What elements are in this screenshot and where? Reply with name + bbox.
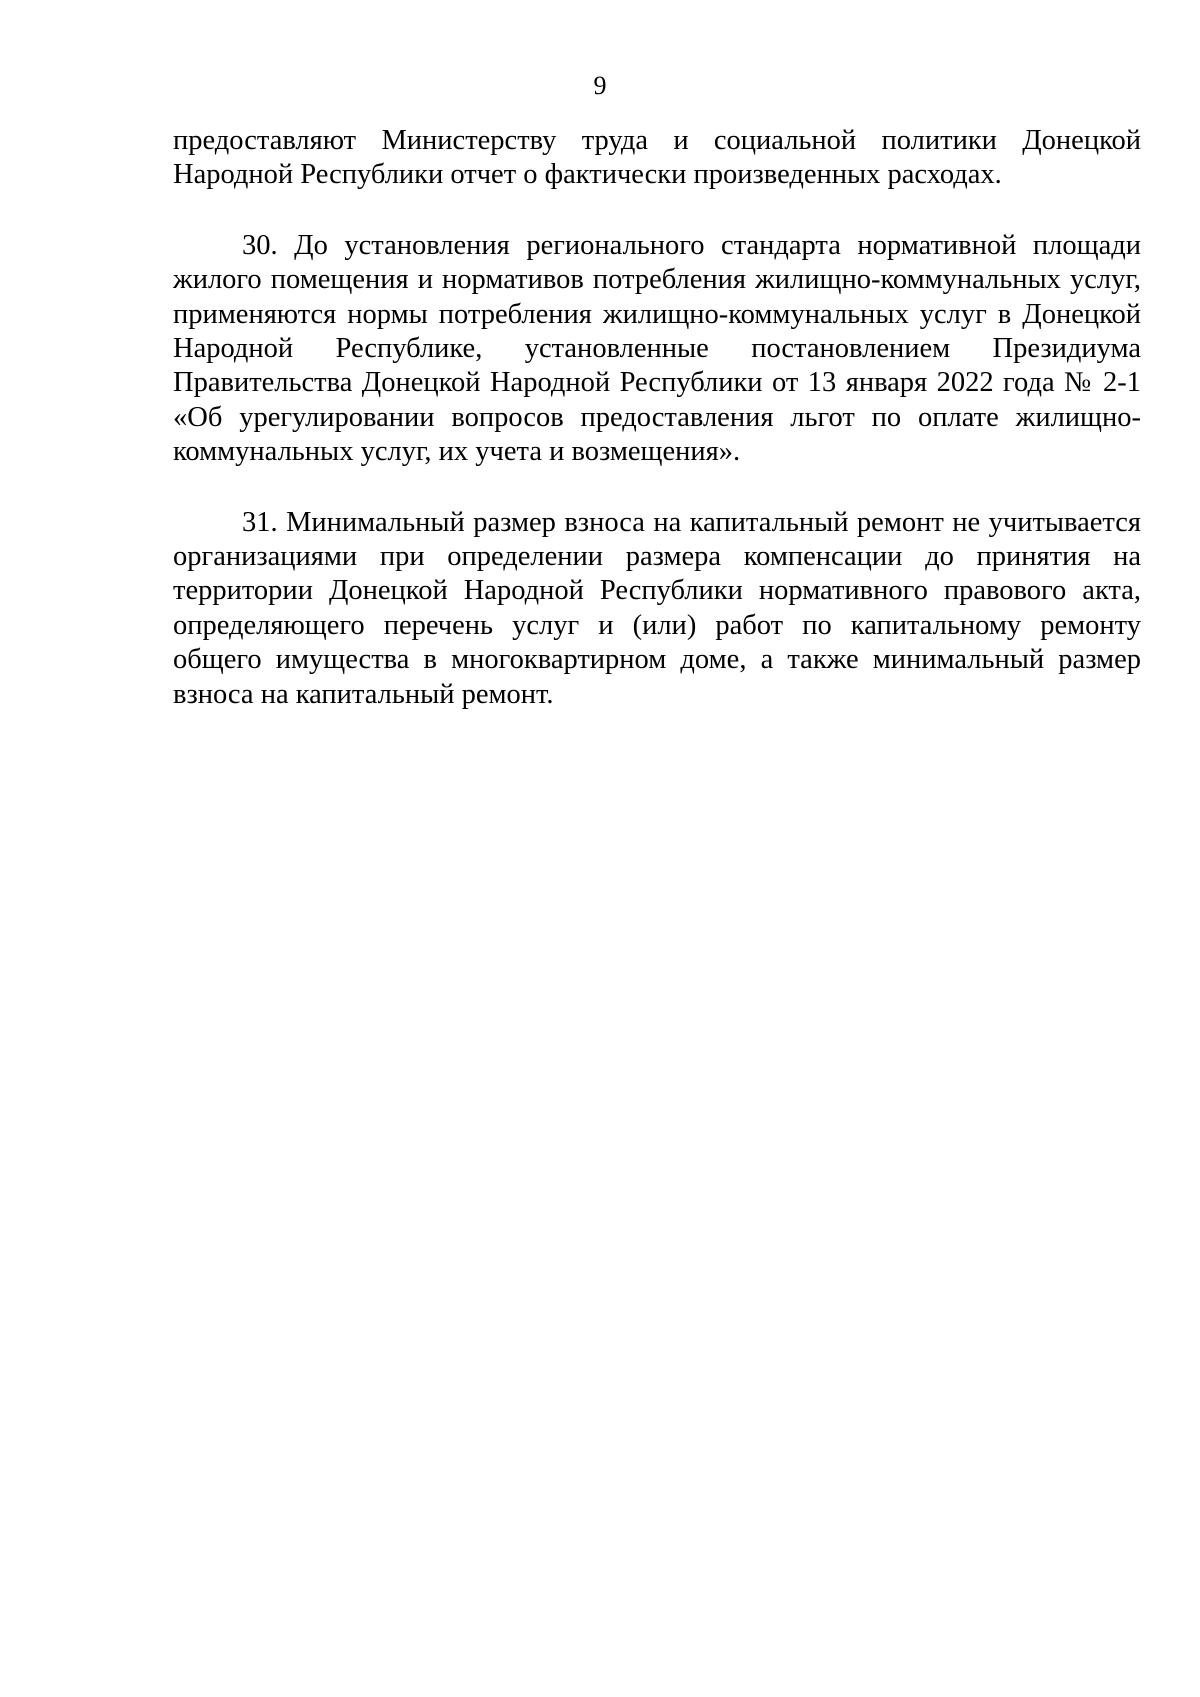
document-body: [173, 124, 1141, 712]
paragraph-item-30: 30. До установления регионального стандарта нормативной площади жилого помещения и нормативов потребления жилищно-коммунальных услуг, применяются нормы потребления жилищно-коммунальных услуг в Донецкой Народной Республике, установленные постановлением Президиума Правительства Донецкой Народной Республики от 13 января 2022 года № 2-1 «Об урегулировании вопросов предоставления льгот по оплате жилищно-коммунальных услуг, их учета и возмещения».: [173, 229, 1141, 468]
paragraph-item-31: 31. Минимальный размер взноса на капитальный ремонт не учитывается организациями при определении размера компенсации до принятия на территории Донецкой Народной Республики нормативного правового акта, определяющего перечень услуг и (или) работ по капитальному ремонту общего имущества в многоквартирном доме, а также минимальный размер взноса на капитальный ремонт.: [173, 506, 1141, 710]
page-number: 9: [593, 71, 607, 100]
paragraph-continuation: предоставляют Министерству труда и социальной политики Донецкой Народной Республики отчет о фактически произведенных расходах.: [173, 125, 1141, 191]
